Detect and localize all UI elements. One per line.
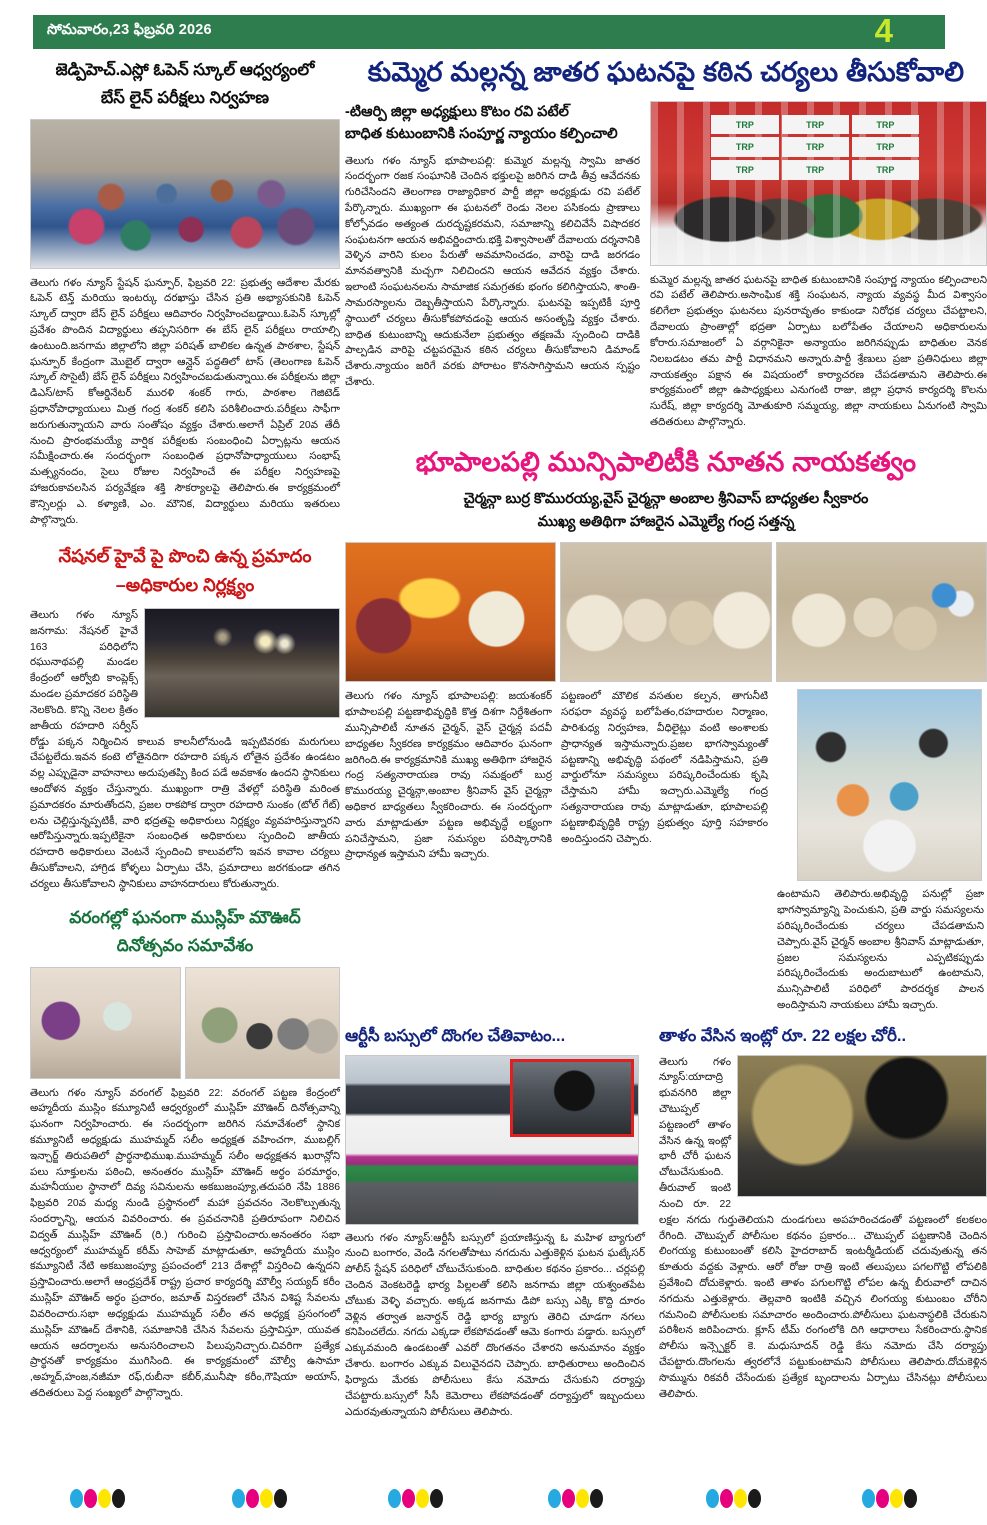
cmyk-dot-yellow [890, 1489, 903, 1508]
cmyk-dot-yellow [576, 1489, 589, 1508]
cmyk-dot-cyan [548, 1489, 561, 1508]
body-highway: తెలుగు గళం న్యూస్ జనగామ: నేషనల్ హైవే 163 పరిధిలోని రఘునాథపల్లి మండల కేంద్రంలో ఆర్వోబి కాంప్లెక్స్ మండల ప్రమాదకర పరిస్థితి నెలకొంది. కొన్ని నెలల క్రితం జాతీయ రహదారి సర్వీస్ రోడ్డు పక్కన నిర్మించిన కాలువ కాలనీలోనుండి ఇప్పటివరకు మరుగులు చేపట్టలేదు.ఇవన కంటె లోతైనదిగా రహదారి పక్కన లోతైన ప్రదేశం ఉండటం వల్ల ఎప్పుడైనా వాహనాలు అదుపుతప్పి కింద పడే అవకాశం ఉందని స్థానికులు ఆందోళన వ్యక్తం చేస్తున్నారు. ముఖ్యంగా రాత్రి వేళల్లో పరిస్థితి మరింత ప్రమాదకరం మారుతోందని, ప్రజల రాకపోక ద్వారా రహదారి సుంకం (టోల్ గేట్) లను చెల్లిస్తున్నప్పటికీ, వారి భద్రతపై అధికారులు నిర్లక్ష్యం వ్యవహరిస్తున్నారని ఆరోపిస్తున్నారు.ఇప్పటికైనా సంబంధిత అధికారులు స్పందించి జాతీయ రహదారి అధికారులు వెంటనే స్పందించి కాలువలోని ఇవన కావాల చర్యలు తీసుకోవాలని, హాగ్రిడ కోళ్ళలు ఏర్పాటు చేసి, ప్రమాదాలు జరగకుండా తగిన చర్యలు తీసుకోవాలని స్థానికులు వాహనదారులు కోరుతున్నారు. [30, 610, 340, 890]
article-bhupalapally [345, 445, 987, 1014]
national-highway-night-photo [144, 608, 340, 718]
cmyk-dot-cyan [706, 1489, 719, 1508]
headline-house-theft: తాళం వేసిన ఇంట్లో రూ. 22 లక్షల చోరీ.. [659, 1026, 907, 1045]
cmyk-dot-yellow [416, 1489, 429, 1508]
trp-logo-tile: TRP [782, 160, 849, 180]
headline-rtc-bus-theft: ఆర్టీసీ బస్సులో దొంగల చేతివాటం... [345, 1026, 566, 1045]
cmyk-dot-cyan [862, 1489, 875, 1508]
cmyk-dot-cyan [70, 1489, 83, 1508]
trp-logo-tile: TRP [852, 160, 919, 180]
article-national-highway [30, 545, 340, 893]
masked-burglar-photo [737, 1055, 987, 1197]
cmyk-dot-yellow [98, 1489, 111, 1508]
trp-logo-tile: TRP [852, 115, 919, 135]
headline-kummera-jatara: కుమ్మెర మల్లన్న జాతర ఘటనపై కఠిన చర్యలు తీసుకోవాలి [367, 57, 965, 87]
subhead-bhupalapally-line1: చైర్మన్గా బుర్ర కొమురయ్య,వైస్ చైర్మన్గా అంబాల శ్రీనివాస్ బాధ్యతల స్వీకారం [463, 491, 869, 508]
trp-logo-tile: TRP [711, 160, 778, 180]
cmyk-mark-group [706, 1489, 761, 1508]
article-kummera-jatara [345, 55, 987, 431]
cmyk-dot-magenta [876, 1489, 889, 1508]
trp-banner-tiles [711, 115, 919, 180]
maududi-meeting-photo-b [185, 967, 340, 1079]
article-jphs-openschool [30, 60, 340, 529]
subhead-kummera-line2: బాధిత కుటుంబానికి సంపూర్ణ న్యాయం కల్పించాలి [345, 126, 618, 143]
cmyk-dot-black [430, 1489, 443, 1508]
cmyk-mark-group [388, 1489, 443, 1508]
temple-deity-photo [345, 542, 556, 682]
cmyk-dot-black [904, 1489, 917, 1508]
body-maududi: తెలుగు గళం న్యూస్ వరంగల్ ఫిబ్రవరి 22: వరంగల్ పట్టణ కేంద్రంలో అహ్మదీయ ముస్లిం కమ్యూనిటీ ఆధ్వర్యంలో ముస్లిహ్ మౌఊద్ దినోత్సవాన్ని ఘనంగా నిర్వహించారు. ఈ సందర్భంగా జరిగిన సమావేశంలో స్థానిక కమ్యూనిటీ అధ్యక్షుడు ముహమ్మద్ సలీం అధ్యక్షత వహించగా, ముబల్లిగ్ ఇన్చార్జ్ తిరుపతిలో ప్రార్థనాభిముఖ.ముహమ్మద్ సలీం అధ్యక్షతన ఖురాన్లోని పలు సూక్తులను పఠించి, అనంతరం ముస్లిహ్ మౌఊద్ అర్థం పరమార్థం, మహనీయుల స్థానాలో దివ్య సవినులను అకబుజంప్యూ,తదుపరి నేపి 1886 ఫిబ్రవరి 20వ మధ్య నుండి ప్రస్థానంలో మహా ప్రవచనం నెలకొల్పుతున్న సందర్భాన్ని, ఆయన వివరించారు. ఈ ప్రవచనానికి ప్రతిరూపంగా నిలిచిన విద్వత్ ముస్లిహ్ మౌఊద్ (రి.) గురించి ప్రస్తావించారు.అనంతరం సభా ఆధ్వర్యంలో ముహమ్మద్ కరీమ్ సాహెబ్ మాట్లాడుతూ, అహ్మదీయ ముస్లిం కమ్యూనిటీ నేటి అకబుజంప్యూ ప్రపంచంలో 213 దేశాల్లో విస్తరించి ఉన్నదని ప్రస్తావించారు.అలాగే ఆంధ్రప్రదేశ్ రాష్ట్ర ప్రచార కార్యదర్శి మౌల్వీ సయ్యద్ కరీం ముస్లిహ్ మౌఊద్ అర్థం ప్రచారం, జమాత్ విస్తరణలో చేసిన విశిష్ట సేవలను వివరించారు.సభా అధ్యక్షుడు ముహమ్మద్ సలీం తన అధ్యక్ష ప్రసంగంలో ముస్లిహ్ మౌఊద్ దేశానికి, సమాజానికి చేసిన సేవలను ప్రస్తావిస్తూ, యువత ఆయన ఆదర్శాలను అనుసరించాలని పిలుపునిచ్చారు.చివరిగా ప్రత్యేక ప్రార్థనతో కార్యక్రమం ముగిసింది. ఈ కార్యక్రమంలో మౌల్వీ ఉసామా ,అహ్మద్,హంజ,నజీమా రఫ్,రుబీనా కబీర్,మునీషా కరీం,గౌషియా అయాస్, తదితరులు పెద్ద సంఖ్యలో పాల్గొన్నారు. [30, 1087, 340, 1399]
body-house-theft: తెలుగు గళం న్యూస్:యాదాద్రి భువనగిరి జిల్లా చౌటుప్పల్ పట్టణంలో తాళం వేసిన ఉన్న ఇంట్లో భారీ చోరీ ఘటన చోటుచేసుకుంది. తీరువాల్ ఇంటి నుంచి రూ. 22 లక్షల నగదు గుర్తుతెలియని దుండగులు అపహరించడంతో పట్టణంలో కలకలం రేగింది. చౌటుప్పల్ పోలీసుల కథనం ప్రకారం... చౌటుప్పల్ పట్టణానికి చెందిన లింగయ్య కుటుంబంతో కలిసి హైదరాబాద్ ఇంటర్మీడియట్ చదువుతున్న తన కూతురు వద్దకు వెళ్లారు. ఆరో రోజు రాత్రి ఇంటి తలుపులు పగలగొట్టి లోపలికి ప్రవేశించి దోచుకెళ్లారు. ఇంటి తాళం పగులగొట్టి లోపల ఉన్న బీరువాలో దాచిన నగదును ఎత్తుకెళ్లారు. తెల్లవారి ఇంటికి వచ్చిన లింగయ్య కుటుంబం చోరీని గమనించి పోలీసులకు సమాచారం అందించారు.పోలీసులు ఘటనాస్థలికి చేరుకుని పరిశీలన జరిపించారు. క్లూస్ టీమ్ రంగంలోకి దిగి ఆధారాలు సేకరించారు.స్థానిక పోలీసు ఇన్స్పెక్టర్ కె. మధుసూదన్ రెడ్డి కేసు నమోదు చేసి దర్యాప్తు చేపట్టారు.దొంగలను త్వరలోనే పట్టుకుంటామని పోలీసులు తెలిపారు.దోచుకెళ్లిన సొమ్మును రికవరీ చేసేందుకు ప్రత్యేక బృందాలను ఏర్పాటు చేసినట్లు పోలీసులు తెలిపారు. [659, 1056, 987, 1400]
cmyk-mark-group [232, 1489, 287, 1508]
trp-logo-tile: TRP [711, 115, 778, 135]
headline-maududi-line2: దినోత్సవం సమావేశం [116, 936, 254, 956]
bottom-stories-row [345, 1026, 987, 1421]
page-number: 4 [874, 12, 893, 49]
cmyk-dot-magenta [246, 1489, 259, 1508]
cmyk-mark-group [70, 1489, 125, 1508]
municipal-office-photo [560, 542, 771, 682]
body-kummera-col2: కుమ్మెర మల్లన్న జాతర ఘటనపై బాధిత కుటుంబానికి సంపూర్ణ న్యాయం కల్పించాలని రవి పటేల్ తెలిపారు.అసాంఘిక శక్తి సంఘటన, న్యాయ వ్యవస్థ మీద విశ్వాసం కలిగేలా ప్రభుత్వం ఘటనలు పునరావృతం కాకుండా నిరోధక చర్యలు చేపట్టాలని, దేవాలయ ప్రాంతాల్లో భద్రతా ఏర్పాటు బలోపేతం చేయాలని అధికారులను కోరారు.సమాజంలో ఏ వర్గానికైనా అన్యాయం జరిగినప్పుడు బాధితుల వెనక నిలబడటం తమ పార్టీ విధానమని అన్నారు.పార్టీ శ్రేణులు ప్రజా ప్రతినిధులు జిల్లా నాయకత్వం పక్షాన ఈ విషయంలో కార్యాచరణ చేపడతామని తెలిపారు.ఈ కార్యక్రమంలో జిల్లా ఉపాధ్యక్షులు ఎనుగంటి రాజు, జిల్లా ప్రధాన కార్యదర్శి కొలను సురేష్, జిల్లా కార్యదర్శి మోతుకూరి సమ్మయ్య, జిల్లా నాయకులు ఏనుగంటి స్వామి తదితరులు పాల్గొన్నారు. [650, 274, 987, 428]
maududi-photo-row [30, 967, 340, 1079]
chairman-felicitation-photo [776, 542, 987, 682]
cmyk-dot-yellow [260, 1489, 273, 1508]
headline-jphs-line2: బేస్ లైన్ పరీక్షలు నిర్వహణ [100, 88, 270, 107]
cmyk-dot-magenta [84, 1489, 97, 1508]
left-column [30, 60, 340, 1402]
article-house-theft [659, 1026, 987, 1403]
body-bhupalapally-col2: పట్టణంలో మౌలిక వసతుల కల్పన, తాగునీటి సరఫరా వ్యవస్థ బలోపేతం,రహదారుల నిర్మాణం, పారిశుధ్య నిర్వహణ, వీధిలైట్లు వంటి అంశాలకు ప్రాధాన్యత ఇస్తామన్నారు.ప్రజల భాగస్వామ్యంతో పట్టణాన్ని అభివృద్ధి పథంలో నడిపిస్తామని, ప్రతి వార్డులోనూ సమస్యలు పరిష్కరించేందుకు కృషి చేస్తామని హామీ ఇచ్చారు.ఎమ్మెల్యే గంద్ర సత్యనారాయణ రావు మాట్లాడుతూ, భూపాలపల్లి పట్టణాభివృద్ధికి రాష్ట్ర ప్రభుత్వం పూర్తి సహకారం అందిస్తుందని చెప్పారు. [561, 691, 768, 845]
cmyk-dot-yellow [734, 1489, 747, 1508]
cmyk-mark-group [548, 1489, 603, 1508]
headline-maududi-line1: వరంగల్లో ఘనంగా ముస్లిహ్ మౌఊద్ [69, 907, 301, 927]
body-rtc-bus-theft: తెలుగు గళం న్యూస్:ఆర్టీసీ బస్సులో ప్రయాణిస్తున్న ఓ మహిళ బ్యాగులో నుంచి బంగారం, వెండి నగలతోపాటు నగదును ఎత్తుకెళ్లిన ఘటన ఘట్కేసర్ పోలీస్ స్టేషన్ పరిధిలో చోటుచేసుకుంది. బాధితుల కథనం ప్రకారం... చర్లపల్లి చెందిన వెంకటరెడ్డి భార్య పిల్లలతో కలిసి జనగామ జిల్లా యశ్వంతపేట చోటుకు వెళ్ళి వచ్చారు. అక్కడ జనగామ డిపో బస్సు ఎక్కి కొద్ది దూరం వెళ్లిన తర్వాత జనార్దన్ రెడ్డి భార్య బ్యాగు తెరిచి చూడగా నగలు కనిపించలేదు. నగదు ఎక్కడా లేకపోవడంతో ఆమె కంగారు పడ్డారు. బస్సులో ఎక్కువమంది ఉండటంతో ఎవరో దొంగతనం చేశారని అనుమానం వ్యక్తం చేశారు. బంగారం ఎక్కువ విలువైనదని చెప్పారు. బాధితురాలు అందించిన ఫిర్యాదు మేరకు పోలీసులు కేసు నమోదు చేసుకుని దర్యాప్తు చేపట్టారు.బస్సులో సీసీ కెమెరాలు లేకపోవడంతో దర్యాప్తులో ఇబ్బందులు ఎదురవుతున్నాయని పోలీసులు తెలిపారు. [345, 1232, 645, 1418]
trp-logo-tile: TRP [782, 137, 849, 157]
group-with-ovens-photo [797, 689, 982, 881]
main-column [345, 55, 987, 1420]
masked-thief-inset-photo [510, 1059, 634, 1137]
trp-logo-tile: TRP [711, 137, 778, 157]
cmyk-dot-black [590, 1489, 603, 1508]
cmyk-dot-magenta [720, 1489, 733, 1508]
article-rtc-bus-theft [345, 1026, 645, 1421]
maududi-meeting-photo-a [30, 967, 181, 1079]
masthead-date: సోమవారం,23 ఫిబ్రవరి 2026 [47, 22, 212, 38]
cmyk-registration-strip [0, 1489, 987, 1511]
body-jphs: తెలుగు గళం న్యూస్ స్టేషన్ ఘన్పూర్, ఫిబ్రవరి 22: ప్రభుత్వ ఆదేశాల మేరకు ఓపెన్ టెన్త్ మరియు ఇంటర్కు దరఖాస్తు చేసిన ప్రతి అభ్యాసకునికి ఓపెన్ స్కూల్ ద్వారా బేస్ లైన్ పరీక్షలు ఆదివారం నిర్వహించబడ్డాయి.ఓపెన్ స్కూల్లో ప్రవేశం పొందిన విద్యార్థులు తప్పనిసరిగా ఈ బేస్ లైన్ పరీక్షలు రాయాల్సి ఉంటుంది.జనగామ జిల్లాలోని జిల్లా పరిషత్ బాలికల ఉన్నత పాఠశాల, స్టేషన్ ఘన్పూర్ కేంద్రంగా మొబైల్ ద్వారా ఆన్లైన్ పద్ధతిలో టాస్ (తెలంగాణ ఓపెన్ స్కూల్ సొసైటీ) బేస్ లైన్ పరీక్షలు నిర్వహించబడుతున్నాయి.ఈ పరీక్షలను జిల్లా డిఎస్/టాస్ కోఆర్డినేటర్ మురళి శంకర్ గారు, పాఠశాల గెజిటెడ్ ప్రధానోపాధ్యాయులు మిత్ర గంద్ర శంకర్ కలిసి పరిశీలించారు.పరీక్షలు సాఫీగా జరుగుతున్నాయని వారు సంతోషం వ్యక్తం చేశారు.అలాగే ఏప్రిల్ 20వ తేదీ నుంచి ప్రారంభమయ్యే వార్షిక పరీక్షలకు సంబంధించి ఏర్పాట్లను ఆయన సమీక్షించారు.ఈ సందర్భంగా సంబంధిత ప్రధానోపాధ్యాయులు సంభాష్ మత్స్యనందం, సైలు రోజుల నిర్వహించే ఈ పరీక్షల నిర్వహణపై హాజరుకావలసిన పర్యవేక్షణ శక్తి సౌకర్యాలపై తెలిపారు.ఈ కార్యక్రమంలో కౌన్సిలర్లు ఎ. కళ్యాణి, ఎం. మౌనిక, విద్యార్థులు మరియు ఇతరులు పాల్గొన్నారు. [30, 277, 340, 526]
headline-bhupalapally: భూపాలపల్లి మున్సిపాలిటీకి నూతన నాయకత్వం [415, 446, 917, 477]
bhupalapally-photo-row [345, 542, 987, 682]
masthead-bar [33, 12, 945, 49]
subhead-bhupalapally-line2: ముఖ్య అతిథిగా హాజరైన ఎమ్మెల్యే గంద్ర సత్తన్న [537, 513, 795, 530]
cmyk-dot-black [274, 1489, 287, 1508]
cmyk-dot-magenta [402, 1489, 415, 1508]
cmyk-dot-black [748, 1489, 761, 1508]
headline-jphs-line1: జెడ్పిహెచ్.ఎస్లో ఓపెన్ స్కూల్ ఆధ్వర్యంలో [55, 61, 315, 79]
trp-logo-tile: TRP [852, 137, 919, 157]
trp-logo-tile: TRP [782, 115, 849, 135]
classroom-exam-photo [30, 119, 340, 269]
body-kummera-col1: తెలుగు గళం న్యూస్ భూపాలపల్లి: కుమ్మెర మల్లన్న స్వామి జాతర సందర్భంగా రజక సంఘానికి చెందిన భక్తులపై జరిగిన దాడి తీవ్ర ఆవేదనకు గురిచేసిందని తెలంగాణ రాజ్యాధికార పార్టీ జిల్లా అధ్యక్షుడు రవి పటేల్ పేర్కొన్నారు. ముఖ్యంగా ఈ ఘటనలో రెండు నెలల పసికందు ప్రాణాలు కోల్పోవడం అత్యంత దురదృష్టకరమని, సమాజాన్ని కలిచివేసే విషాదకర సంఘటనగా ఆయన అభివర్ణించారు.భక్తి విశ్వాసాలతో దేవాలయ దర్శనానికి వెళ్ళిన వారిని కులం పేరుతో అవమానించడం, వారిపై దాడి జరగడం మానవత్వానికి మచ్చగా నిలిచిందని ఆయన ఆవేదన వ్యక్తం చేశారు. ఇలాంటి సంఘటనలను సామాజిక సమగ్రతకు భంగం కలిగిస్తాయని, శాంతి-సామరస్యాలను దెబ్బతీస్తాయని పేర్కొన్నారు. ఘటనపై ఇప్పటికీ పూర్తి స్థాయిలో చర్యలు తీసుకోకపోవడంపై ఆయన అసంతృప్తి వ్యక్తం చేశారు. బాధిత కుటుంబాన్ని ఆదుకునేలా ప్రభుత్వం తక్షణమే స్పందించి దాడికి పాల్పడిన వారిపై చట్టపరమైన కఠిన చర్యలు తీసుకోవాలని డిమాండ్ చేశారు.న్యాయం జరిగే వరకు పోరాటం కొనసాగిస్తామని ఆయన స్పష్టం చేశారు. [345, 155, 640, 388]
cmyk-mark-group [862, 1489, 917, 1508]
trp-press-conference-photo [650, 101, 987, 266]
body-bhupalapally-col3: ఉంటామని తెలిపారు.అభివృద్ధి పనుల్లో ప్రజా భాగస్వామ్యాన్ని పెంచుకుని, ప్రతి వార్డు సమస్యలను పరిష్కరించేందుకు చర్యలు చేపడతామని చెప్పారు.వైస్ చైర్మన్ అంబాల శ్రీనివాస్ మాట్లాడుతూ, ప్రజల సమస్యలను ఎప్పటికప్పుడు పరిష్కరించేందుకు అందుబాటులో ఉంటామని, మున్సిపాలిటీ పరిధిలో పారదర్శక పాలన అందిస్తామని నాయకులు హామీ ఇచ్చారు. [777, 889, 984, 1011]
rtc-bus-photo [345, 1055, 639, 1225]
cmyk-dot-black [112, 1489, 125, 1508]
article-warangal-maududi [30, 907, 340, 1402]
body-bhupalapally-col1: తెలుగు గళం న్యూస్ భూపాలపల్లి: జయశంకర్ భూపాలపల్లి పట్టణాభివృద్ధికి కొత్త దిశగా నిర్దేశితంగా మున్సిపాలిటీ నూతన చైర్మన్, వైస్ చైర్మన్ల పదవీ బాధ్యతల స్వీకరణ కార్యక్రమం ఆదివారం ఘనంగా జరిగింది.ఈ కార్యక్రమానికి ముఖ్య అతిథిగా హాజరైన గంద్ర సత్యనారాయణ రావు సమక్షంలో బుర్ర కొమురయ్య చైర్మన్గా,అంబాల శ్రీనివాస్ వైస్ చైర్మన్గా అధికార బాధ్యతలు స్వీకరించారు. ఈ సందర్భంగా వారు మాట్లాడుతూ పట్టణ అభివృద్ధే లక్ష్యంగా పనిచేస్తామని, ప్రజా సమస్యల పరిష్కారానికి ప్రాధాన్యత ఇస్తామని హామీ ఇచ్చారు. [345, 691, 552, 861]
cmyk-dot-cyan [232, 1489, 245, 1508]
headline-highway-line1: నేషనల్ హైవే పై పొంచి ఉన్న ప్రమాదం [58, 545, 312, 566]
cmyk-dot-cyan [388, 1489, 401, 1508]
headline-highway-line2: –అధికారుల నిర్లక్ష్యం [115, 575, 255, 596]
cmyk-dot-magenta [562, 1489, 575, 1508]
subhead-kummera-line1: -టిఆర్పి జిల్లా అధ్యక్షులు కొటం రవి పటేల్ [345, 103, 569, 120]
